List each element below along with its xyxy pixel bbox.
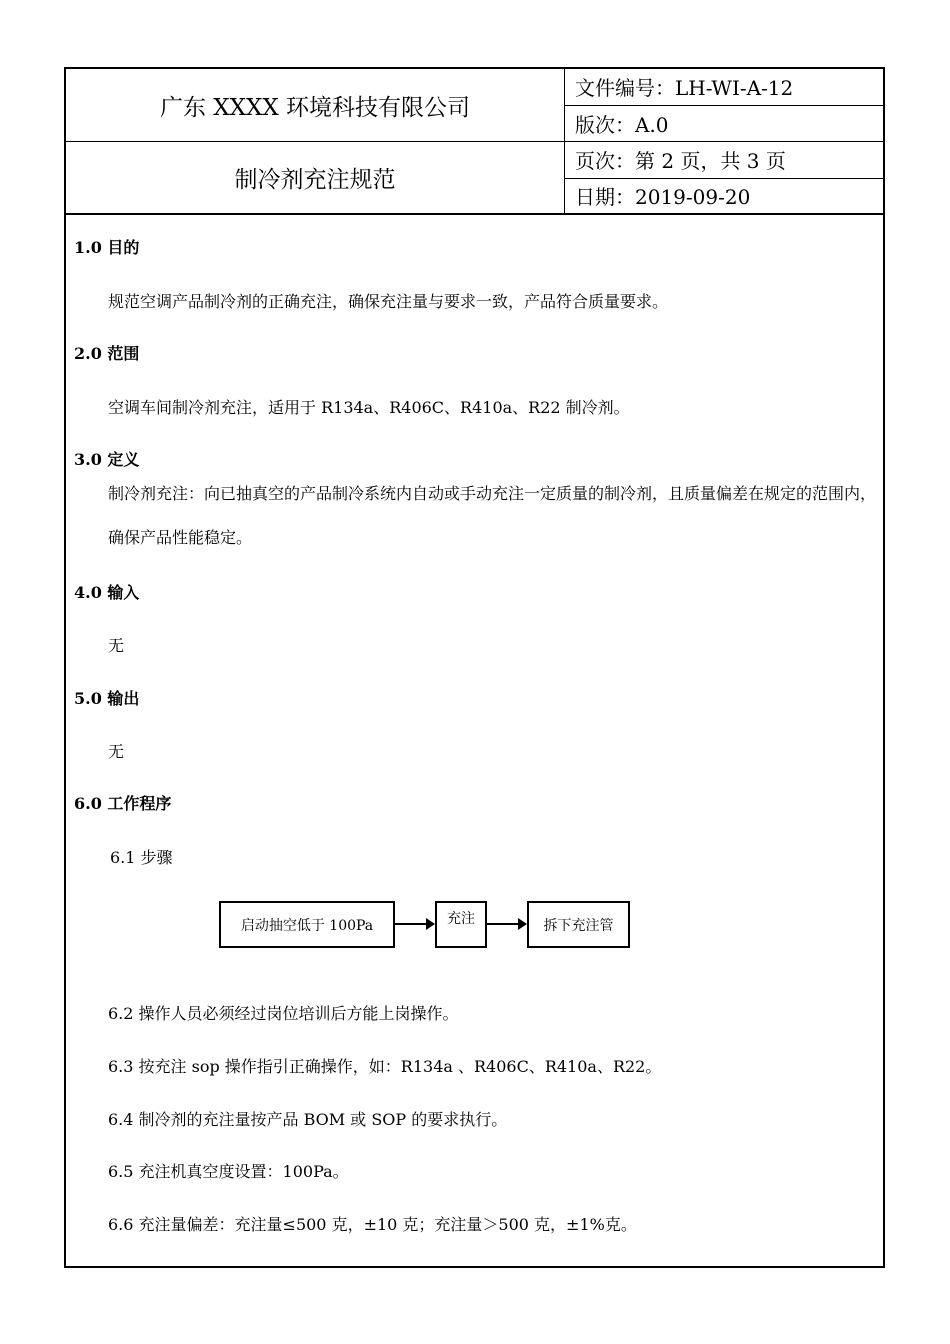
procedure-item-3: 6.4 制冷剂的充注量按产品 BOM 或 SOP 的要求执行。: [108, 1110, 508, 1129]
section-text-input: 无: [108, 636, 125, 655]
page-info: 页次：第 2 页，共 3 页: [565, 142, 883, 179]
section-heading-input: 4.0 输入: [74, 583, 140, 602]
flow-step-3: 拆下充注管: [527, 901, 630, 948]
document-title: 制冷剂充注规范: [66, 142, 565, 215]
flow-arrow-1: [395, 923, 433, 925]
section-text-scope: 空调车间制冷剂充注，适用于 R134a、R406C、R410a、R22 制冷剂。: [108, 398, 630, 417]
procedure-item-5: 6.6 充注量偏差：充注量≤500 克，±10 克；充注量＞500 克，±1%克。: [108, 1215, 637, 1234]
version: 版次：A.0: [565, 106, 883, 143]
document-frame: [64, 67, 885, 1268]
section-heading-purpose: 1.0 目的: [74, 238, 140, 257]
section-heading-output: 5.0 输出: [74, 689, 140, 708]
section-heading-procedure: 6.0 工作程序: [74, 794, 172, 813]
flow-step-1: 启动抽空低于 100Pa: [219, 901, 395, 948]
procedure-item-2: 6.3 按充注 sop 操作指引正确操作，如：R134a 、R406C、R410a、R22。: [108, 1057, 662, 1076]
doc-number: 文件编号：LH-WI-A-12: [565, 69, 883, 106]
flow-arrow-2: [487, 923, 525, 925]
procedure-item-4: 6.5 充注机真空度设置：100Pa。: [108, 1162, 349, 1181]
section-heading-definition: 3.0 定义: [74, 450, 140, 469]
company-name: 广东 XXXX 环境科技有限公司: [66, 69, 565, 142]
section-heading-scope: 2.0 范围: [74, 344, 140, 363]
section-text-output: 无: [108, 742, 125, 761]
step-title: 6.1 步骤: [110, 848, 173, 867]
section-text-purpose: 规范空调产品制冷剂的正确充注，确保充注量与要求一致，产品符合质量要求。: [108, 292, 669, 311]
header-table: [66, 69, 883, 215]
section-text-definition: 制冷剂充注：向已抽真空的产品制冷系统内自动或手动充注一定质量的制冷剂，且质量偏差在规定的范围内，确保产品性能稳定。: [108, 484, 877, 547]
procedure-item-1: 6.2 操作人员必须经过岗位培训后方能上岗操作。: [108, 1004, 459, 1023]
flow-step-2: 充注: [435, 901, 487, 948]
date: 日期：2019-09-20: [565, 179, 883, 216]
